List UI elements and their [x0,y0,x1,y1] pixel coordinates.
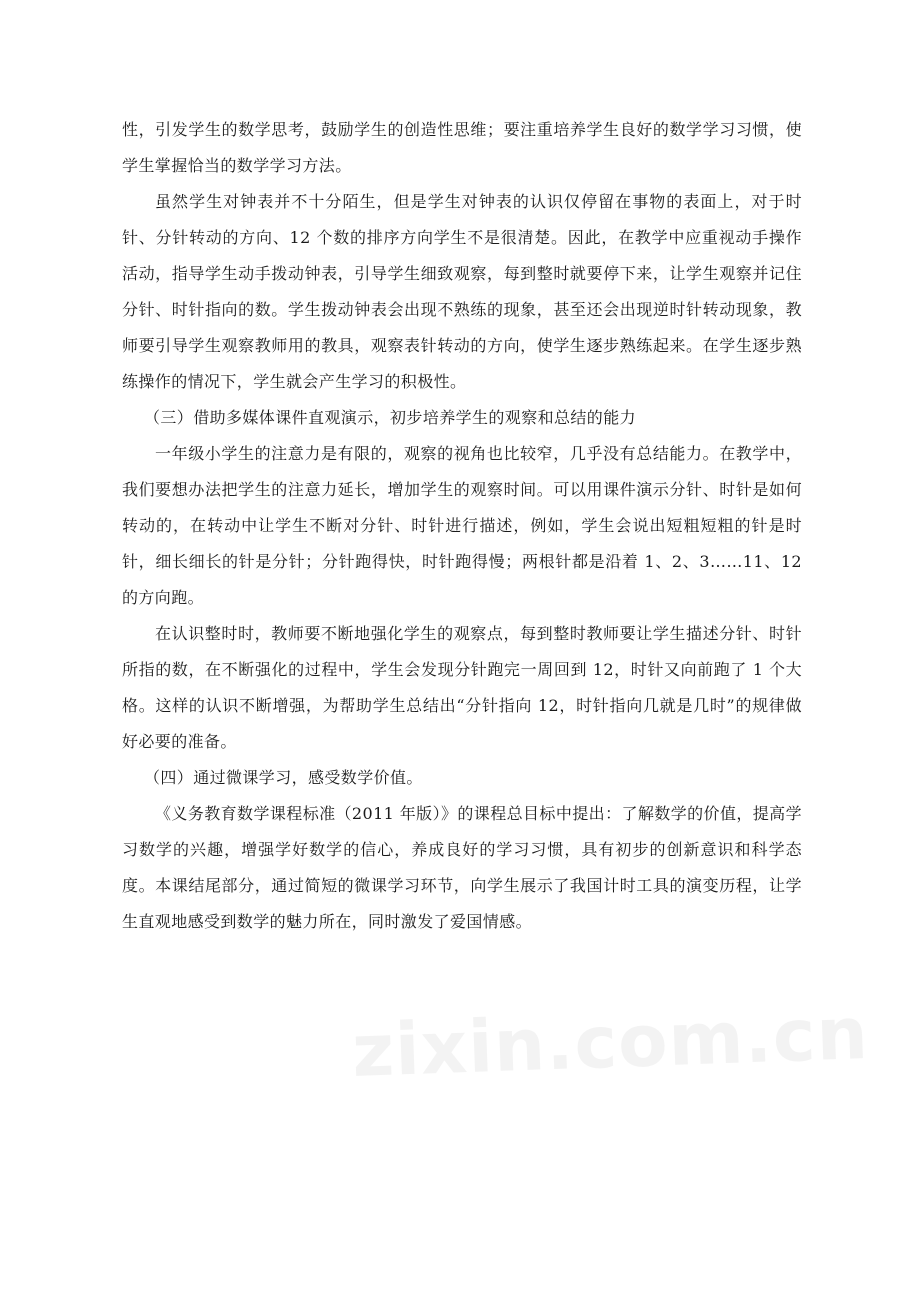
watermark: zixin.com.cn [350,991,871,1093]
paragraph-clock-practice: 虽然学生对钟表并不十分陌生，但是学生对钟表的认识仅停留在事物的表面上，对于时针、分针转动的方向、12 个数的排序方向学生不是很清楚。因此，在教学中应重视动手操作活动，指导学生动手拨动钟表，引导学生细致观察，每到整时就要停下来，让学生观察并记住分针、时针指向的数。学生拨动钟表会出现不熟练的现象，甚至还会出现逆时针转动现象，教师要引导学生观察教师用的教具，观察表针转动的方向，使学生逐步熟练起来。在学生逐步熟练操作的情况下，学生就会产生学习的积极性。 [122,192,802,391]
paragraph-curriculum: 《义务教育数学课程标准（2011 年版）》的课程总目标中提出：了解数学的价值，提高学习数学的兴趣，增强学好数学的信心，养成良好的学习习惯，具有初步的创新意识和科学态度。本课结尾部分，通过简短的微课学习环节，向学生展示了我国计时工具的演变历程，让学生直观地感受到数学的魅力所在，同时激发了爱国情感。 [122,804,802,931]
section-heading-3: （三）借助多媒体课件直观演示，初步培养学生的观察和总结的能力 [144,408,637,427]
paragraph-multimedia: 一年级小学生的注意力是有限的，观察的视角也比较窄，几乎没有总结能力。在教学中，我们要想办法把学生的注意力延长，增加学生的观察时间。可以用课件演示分针、时针是如何转动的，在转动中让学生不断对分针、时针进行描述，例如，学生会说出短粗短粗的针是时针，细长细长的针是分针；分针跑得快，时针跑得慢；两根针都是沿着 1、2、3……11、12 的方向跑。 [122,444,802,607]
section-heading-4: （四）通过微课学习，感受数学价值。 [144,768,423,787]
paragraph-whole-hour: 在认识整时时，教师要不断地强化学生的观察点，每到整时教师要让学生描述分针、时针所指的数，在不断强化的过程中，学生会发现分针跑完一周回到 12，时针又向前跑了 1 个大格。这样的认识不断增强，为帮助学生总结出“分针指向 12，时针指向几就是几时”的规律做好必要的准备。 [122,624,802,751]
paragraph-continuation: 性，引发学生的数学思考，鼓励学生的创造性思维；要注重培养学生良好的数学学习习惯，使学生掌握恰当的数学学习方法。 [122,120,802,175]
document-body [122,112,802,940]
